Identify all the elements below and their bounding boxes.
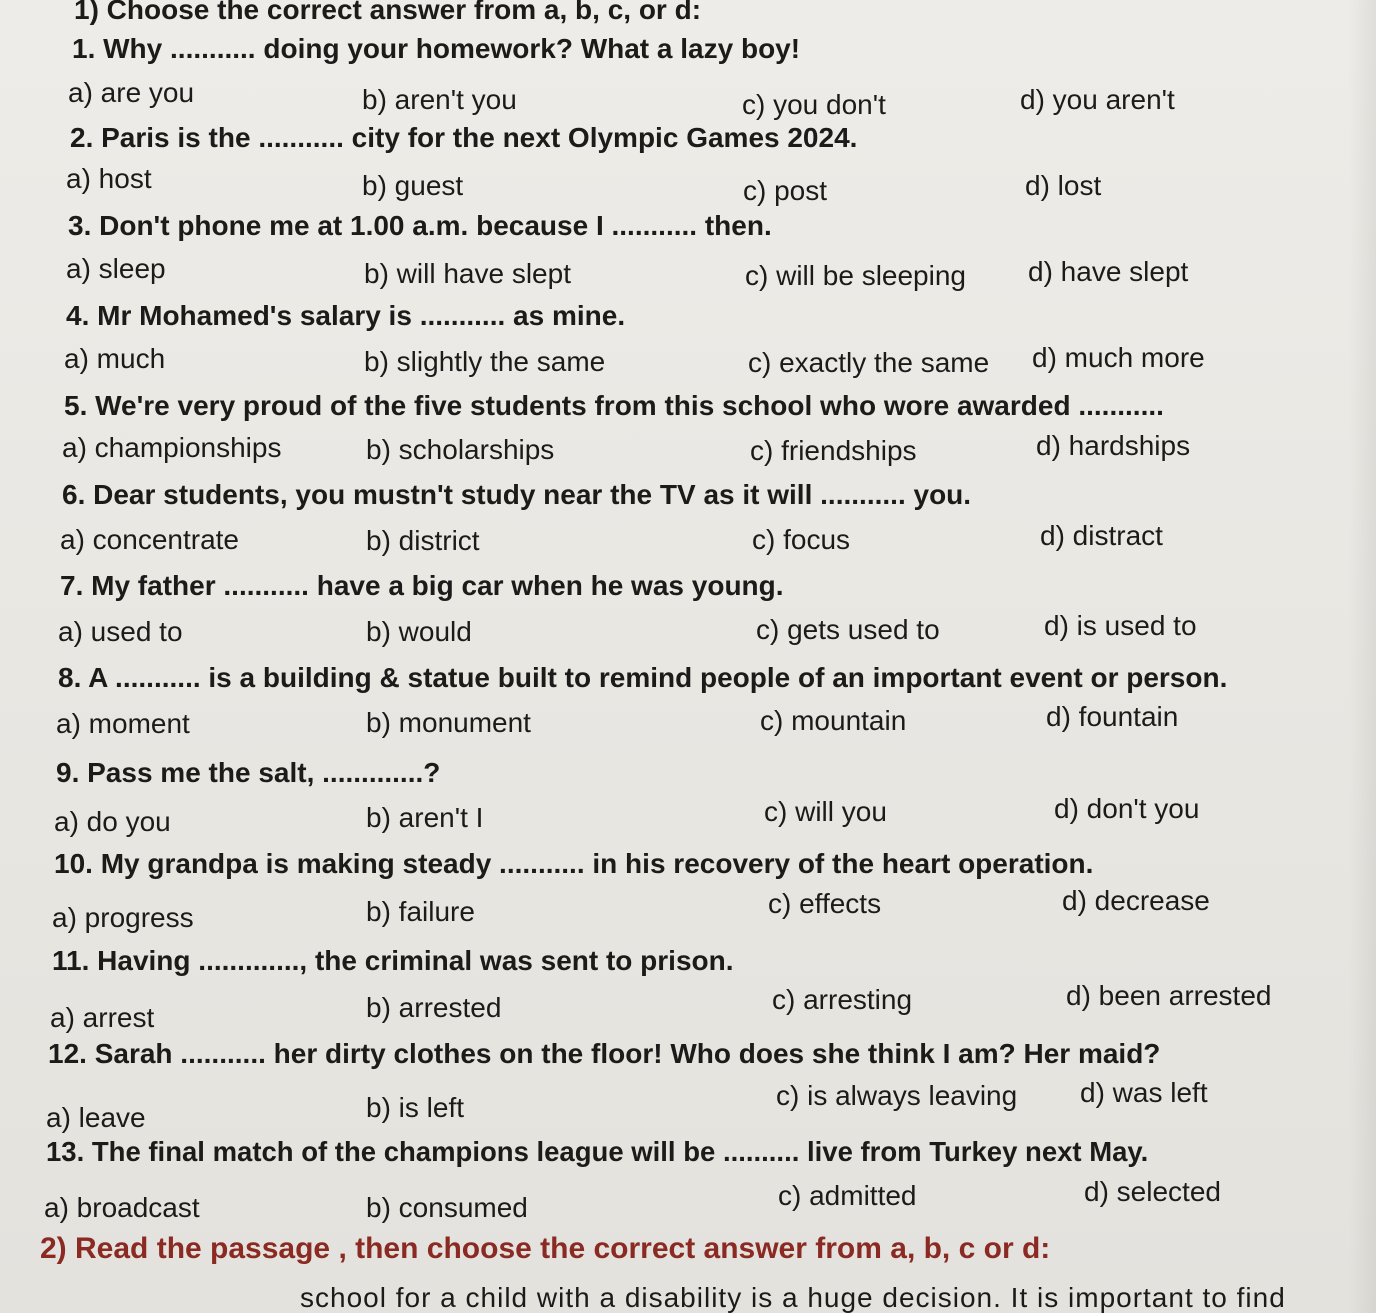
question-3-option-b[interactable]: b) will have slept — [364, 258, 571, 289]
question-8-option-a[interactable]: a) moment — [56, 708, 190, 739]
question-12-stem: 12. Sarah ........... her dirty clothes on the floor! Who does she think I am? Her maid? — [48, 1038, 1161, 1069]
question-13-option-d[interactable]: d) selected — [1084, 1176, 1221, 1207]
question-3-option-c[interactable]: c) will be sleeping — [745, 260, 966, 291]
question-3-option-d[interactable]: d) have slept — [1028, 256, 1189, 287]
question-4-option-b[interactable]: b) slightly the same — [364, 346, 606, 377]
question-9-option-d[interactable]: d) don't you — [1054, 793, 1200, 824]
question-10-option-b[interactable]: b) failure — [366, 896, 475, 927]
question-2-option-a[interactable]: a) host — [66, 163, 152, 194]
question-11-stem: 11. Having ............., the criminal was sent to prison. — [52, 945, 734, 976]
question-12-option-a[interactable]: a) leave — [46, 1102, 146, 1133]
question-8-stem: 8. A ........... is a building & statue built to remind people of an important event or person. — [58, 662, 1228, 693]
question-10-stem: 10. My grandpa is making steady ........... in his recovery of the heart operation. — [54, 848, 1094, 879]
question-6-option-c[interactable]: c) focus — [752, 524, 851, 555]
question-2-option-c[interactable]: c) post — [743, 175, 828, 206]
question-1-option-a[interactable]: a) are you — [68, 77, 195, 108]
question-11-option-b[interactable]: b) arrested — [366, 992, 502, 1023]
question-11-option-c[interactable]: c) arresting — [772, 984, 913, 1015]
question-12-option-b[interactable]: b) is left — [366, 1092, 465, 1123]
question-8-option-c[interactable]: c) mountain — [760, 705, 907, 736]
question-8-option-d[interactable]: d) fountain — [1046, 701, 1179, 732]
question-12-option-d[interactable]: d) was left — [1080, 1077, 1208, 1108]
question-3-option-a[interactable]: a) sleep — [66, 253, 166, 284]
question-6-option-b[interactable]: b) district — [366, 525, 480, 556]
passage-text: school for a child with a disability is a huge decision. It is important to find — [300, 1282, 1286, 1313]
page-edge-shadow — [1348, 0, 1376, 1313]
question-5-option-c[interactable]: c) friendships — [750, 435, 917, 466]
question-7-option-b[interactable]: b) would — [366, 616, 472, 647]
question-5-option-b[interactable]: b) scholarships — [366, 434, 555, 465]
question-3-stem: 3. Don't phone me at 1.00 a.m. because I ........... then. — [68, 210, 772, 241]
question-7-stem: 7. My father ........... have a big car when he was young. — [60, 570, 784, 601]
question-7-option-d[interactable]: d) is used to — [1044, 610, 1197, 641]
question-10-option-a[interactable]: a) progress — [52, 902, 194, 933]
question-11-option-a[interactable]: a) arrest — [50, 1002, 155, 1033]
question-9-option-a[interactable]: a) do you — [54, 806, 171, 837]
question-2-stem: 2. Paris is the ........... city for the next Olympic Games 2024. — [70, 122, 858, 153]
question-11-option-d[interactable]: d) been arrested — [1066, 980, 1272, 1011]
question-1-stem: 1. Why ........... doing your homework? What a lazy boy! — [72, 33, 801, 64]
question-9-stem: 9. Pass me the salt, .............? — [56, 757, 441, 788]
question-13-stem: 13. The final match of the champions league will be .......... live from Turkey next May. — [46, 1136, 1149, 1167]
question-5-option-a[interactable]: a) championships — [62, 432, 282, 463]
question-13-option-c[interactable]: c) admitted — [778, 1180, 917, 1211]
question-8-option-b[interactable]: b) monument — [366, 707, 531, 738]
question-13-option-a[interactable]: a) broadcast — [44, 1192, 200, 1223]
question-2-option-d[interactable]: d) lost — [1025, 170, 1102, 201]
question-6-option-a[interactable]: a) concentrate — [60, 524, 239, 555]
question-13-option-b[interactable]: b) consumed — [366, 1192, 528, 1223]
question-1-option-c[interactable]: c) you don't — [742, 89, 886, 120]
section-1-heading: 1) Choose the correct answer from a, b, c, or d: — [74, 0, 702, 25]
question-6-stem: 6. Dear students, you mustn't study near the TV as it will ........... you. — [62, 479, 972, 510]
question-4-option-a[interactable]: a) much — [64, 343, 166, 374]
question-9-option-b[interactable]: b) aren't I — [366, 802, 484, 833]
question-9-option-c[interactable]: c) will you — [764, 796, 887, 827]
question-4-stem: 4. Mr Mohamed's salary is ........... as mine. — [66, 300, 626, 331]
question-1-option-b[interactable]: b) aren't you — [362, 84, 517, 115]
question-6-option-d[interactable]: d) distract — [1040, 520, 1163, 551]
question-7-option-a[interactable]: a) used to — [58, 616, 183, 647]
question-7-option-c[interactable]: c) gets used to — [756, 614, 940, 645]
question-10-option-d[interactable]: d) decrease — [1062, 885, 1210, 916]
question-2-option-b[interactable]: b) guest — [362, 170, 464, 201]
question-5-stem: 5. We're very proud of the five students from this school who wore awarded ........... — [64, 390, 1164, 421]
question-1-option-d[interactable]: d) you aren't — [1020, 84, 1175, 115]
question-5-option-d[interactable]: d) hardships — [1036, 430, 1191, 461]
section-2-heading: 2) Read the passage , then choose the correct answer from a, b, c or d: — [40, 1232, 1051, 1265]
question-10-option-c[interactable]: c) effects — [768, 888, 882, 919]
question-12-option-c[interactable]: c) is always leaving — [776, 1080, 1018, 1111]
question-4-option-d[interactable]: d) much more — [1032, 342, 1205, 373]
question-4-option-c[interactable]: c) exactly the same — [748, 347, 990, 378]
